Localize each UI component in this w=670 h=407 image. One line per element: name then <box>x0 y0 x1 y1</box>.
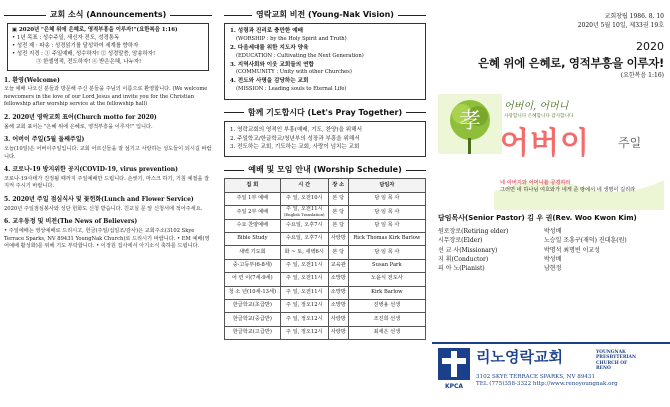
table-cell: 사랑방 <box>328 326 348 339</box>
vision-item: 4. 전도와 사명을 감당하는 교회 <box>230 78 309 85</box>
table-cell: Kirk Barlow <box>348 286 425 299</box>
poster-script-small: 사랑합니다 은혜합니다 감사합니다 <box>504 114 574 120</box>
header-cell: 시 간 <box>280 179 328 192</box>
table-cell: 주일 1부 예배 <box>225 192 281 205</box>
table-cell: 한글학교(초급반) <box>225 299 281 312</box>
table-cell: 담 임 목 사 <box>348 192 425 205</box>
table-cell: 본 당 <box>328 206 348 219</box>
motto-line: ▣ 2020년 "은혜 위에 은혜로, 영적부흥을 이루자!"(요한복음 1:16) <box>12 27 178 34</box>
table-row <box>225 246 426 259</box>
table-cell: 소망방 <box>328 286 348 299</box>
news-item: 5. 2020년 주일 점심식사 및 꽃헌화(Lunch and Flower Service) 2020년 주일점심봉사와 성단 헌화도 신청 받습니다. 친교실 문 앞 신청서에 적어주세요. <box>4 195 203 212</box>
table-cell: 소망방 <box>328 299 348 312</box>
header-cell: 집 회 <box>225 179 281 192</box>
table-row <box>225 219 426 232</box>
staff-row: 선 교 사(Missionary) 박명석 최명빈 이교성 <box>438 246 600 254</box>
theme-year: 2020 <box>636 40 664 53</box>
table-row <box>225 286 426 299</box>
church-logo <box>438 348 470 390</box>
header-cell: 담임자 <box>348 179 425 192</box>
motto-line: • 성전 제 · 파송 : 성경읽기를 달성하여 세계를 향하자 <box>12 43 139 50</box>
translation-note: (English Translation) <box>283 212 325 218</box>
staff-row: 피 아 노(Pianist) 남현정 <box>438 265 562 273</box>
table-cell: 최세은 선생 <box>348 326 425 339</box>
table-row <box>225 299 426 312</box>
table-cell: 사랑방 <box>328 313 348 326</box>
staff-row: 지 휘(Conductor) 박성배 <box>438 256 562 264</box>
svg-text:KPCA: KPCA <box>444 383 464 390</box>
table-cell: 수요 찬양예배 <box>225 219 281 232</box>
table-cell: Susan Park <box>348 259 425 272</box>
poster-script: 어버이, 어머니 <box>504 101 569 113</box>
table-cell: 주 일, 정오12시 <box>280 313 328 326</box>
table-cell: 소망방 <box>328 273 348 286</box>
news-item: 2. 2020년 영락교회 표어(Church motto for 2020) 올해 교회 표어는 "은혜 위에 은혜로, 영적부흥을 이루자!" 입니다. <box>4 113 157 130</box>
church-address: 3102 SKYE TERRACE SPARKS, NV 89431 TEL (775)358-3322 http://www.renoyoungnak.org <box>476 373 618 388</box>
church-info <box>476 348 664 398</box>
church-footer <box>432 342 670 402</box>
staff-list <box>438 227 664 273</box>
table-header-row <box>225 179 426 192</box>
table-cell: 본 당 <box>328 219 348 232</box>
table-cell: 담 임 목 사 <box>348 219 425 232</box>
issue-date: 2020년 5월 10일, 제33권 19호 <box>577 22 664 29</box>
table-row <box>225 259 426 272</box>
pray-heading: 함께 기도합시다 (Let's Pray Together) <box>224 108 426 118</box>
theme-motto: 은혜 위에 은혜로, 영적부흥을 이루자! <box>478 56 664 71</box>
table-cell: 진병용 선생 <box>348 299 425 312</box>
parents-day-poster <box>438 94 664 210</box>
table-cell: 노윤식 전도사 <box>348 273 425 286</box>
issue-info <box>438 12 664 30</box>
table-cell: 교육관 <box>328 259 348 272</box>
poster-sunday: 주일 <box>618 136 642 151</box>
table-cell: 주 일, 오전11시 <box>280 259 328 272</box>
cross-logo-icon <box>438 348 470 390</box>
table-cell: 주 일, 오전11시 <box>280 273 328 286</box>
table-cell: 본 당 <box>328 246 348 259</box>
vision-column <box>220 0 430 407</box>
table-cell: 수요일, 오후7시 <box>280 232 328 245</box>
table-row <box>225 192 426 205</box>
table-cell: 화 ~ 토, 새벽6시 <box>280 246 328 259</box>
vision-box: 1. 성령과 진리로 충만한 예배 (WORSHIP : by the Holy Spirit and Truth) 2. 다음세대를 위한 지도자 양육 (EDUCATION : Cultivating the Next Generation) 3. 지역사회와 이웃 교회들의 연합 (COMMUNITY : Unity with other Churches) 4. 전도와 사명을 감당하는 교회 (MISSION : Leading souls to Eternal Life) <box>224 23 426 99</box>
motto-line: ③ 한셀영적, 전도하자! ④ 받은은혜, 나누자! <box>12 58 142 65</box>
staff-row: 원로장로(Retiring elder) 박성배 <box>438 228 562 236</box>
schedule-table <box>224 178 426 340</box>
table-cell: 주 일, 오전11시 (English Translation) <box>280 206 328 219</box>
table-row <box>225 313 426 326</box>
news-item: 6. 교우동정 및 비전(The News of Believers) • 주일예배는 영상예배로 드리시고, 헌금(주일/십일조/감사)은 교회주소(3102 Skye Terrace Sparks, NV 89431 YoungNak Church)로 드리시기 바랍니다. • EM 예배(영어예배 활성화)를 위해 기도 부탁합니다. • 이정원 집사에서 아기소식 축하를 드립니다. <box>4 218 210 250</box>
table-cell: 담 임 목 사 <box>348 246 425 259</box>
table-cell: 어 린 이(7세-9세) <box>225 273 281 286</box>
announcements-heading: 교회 소식 (Announcements) <box>4 10 212 20</box>
pray-item: 3. 전도하는 교회, 기도하는 교회, 사랑이 넘치는 교회 <box>230 144 360 151</box>
news-item: 1. 환영(Welcome) 오늘 예배 나오신 분들과 방문해 주신 분들을 주님의 이름으로 환영합니다. (We welcome newcomers in the love of our Lord Jesus and invite you for the Christian fellowship after worship service at the fellowship hall) <box>4 76 208 108</box>
motto-box <box>7 23 209 70</box>
staff-row: 시무장로(Elder) 노승일 조흥구(재덕) 진대훈(원) <box>438 237 627 245</box>
church-name-en: YOUNGNAK PRESBYTERIAN CHURCH OF RENO <box>596 350 636 371</box>
table-cell: 조진희 선생 <box>348 313 425 326</box>
table-cell: Rick Thomas Kirk Barlow <box>348 232 425 245</box>
table-row <box>225 273 426 286</box>
vision-item: 3. 지역사회와 이웃 교회들의 연합 <box>230 61 314 68</box>
news-item: 4. 코로나-19 방지위한 공지(COVID-19, virus prevention) 코로나-19사태가 진정될 때까지 주일예배만 드립니다. 손씻기, 마스크 하기, 기침 예절을 잘 지켜 주시기 바랍니다. <box>4 166 210 190</box>
table-row <box>225 326 426 339</box>
table-cell: 한글학교(고급반) <box>225 326 281 339</box>
table-cell: 한글학교(중급반) <box>225 313 281 326</box>
announcements-column <box>0 0 216 407</box>
poster-banner: 네 아버지와 어머니를 공경하라 그러면 네 하나님 여호와가 네게 준 땅에서 네 생명이 길리라 <box>500 180 636 194</box>
motto-line: • 성전 지경 : ① 주일예배, 성수하자! ② 성경말씀, 암송하자! <box>12 50 156 57</box>
table-cell: 청 소 년(10세-13세) <box>225 286 281 299</box>
table-cell: 사랑방 <box>328 232 348 245</box>
table-cell: 중·고등부(6-8세) <box>225 259 281 272</box>
table-cell: Bible Study <box>225 232 281 245</box>
header-cell: 장 소 <box>328 179 348 192</box>
table-cell: 주 일, 오전11시 <box>280 286 328 299</box>
table-cell: 주 일, 오전10시 <box>280 192 328 205</box>
vision-item: 1. 성령과 진리로 충만한 예배 <box>230 28 304 35</box>
senior-pastor: 담임목사(Senior Pastor) 김 우 권(Rev. Woo Kwon Kim) <box>438 214 637 223</box>
pray-item: 1. 영락교회의 영적인 부흥(예배, 기도, 찬양)을 위해서 <box>230 127 362 134</box>
table-cell: 수요일, 오후7시 <box>280 219 328 232</box>
table-cell: 주 일, 정오12시 <box>280 299 328 312</box>
table-cell: 주 일, 정오12시 <box>280 326 328 339</box>
church-name: 리노영락교회 <box>476 348 563 366</box>
motto-line: • 1년 목표 : 성수주일, 새신자 전도, 성경통독 <box>12 35 120 42</box>
poster-title: 어버이 <box>500 126 590 162</box>
schedule-heading: 예배 및 모임 안내 (Worship Schedule) <box>224 165 426 175</box>
table-cell: 담 임 목 사 <box>348 206 425 219</box>
vision-item: 2. 다음세대를 위한 지도자 양육 <box>230 44 309 51</box>
carnation-icon <box>438 94 502 154</box>
table-row <box>225 206 426 219</box>
table-cell: 새벽 기도회 <box>225 246 281 259</box>
table-cell: 주일 2부 예배 <box>225 206 281 219</box>
table-cell: 본 당 <box>328 192 348 205</box>
pray-box <box>224 121 426 157</box>
theme-reference: (요한복음 1:16) <box>620 72 664 80</box>
svg-text:孝: 孝 <box>458 109 482 135</box>
vision-heading: 영락교회 비전 (Young-Nak Vision) <box>224 10 426 20</box>
table-row <box>225 232 426 245</box>
news-item: 3. 어버이 주일(5월 둘째주일) 오늘(10일)은 어버이주일입니다. 교회 어르신들을 잘 섬기고 사랑하는 성도들이 되시길 바랍니다. <box>4 136 212 160</box>
pray-item: 2. 주일학교/한글학교/청년부의 성장과 부흥을 위해서 <box>230 135 360 142</box>
founded-date: 교회창립 1986. 8. 10 <box>604 13 664 20</box>
